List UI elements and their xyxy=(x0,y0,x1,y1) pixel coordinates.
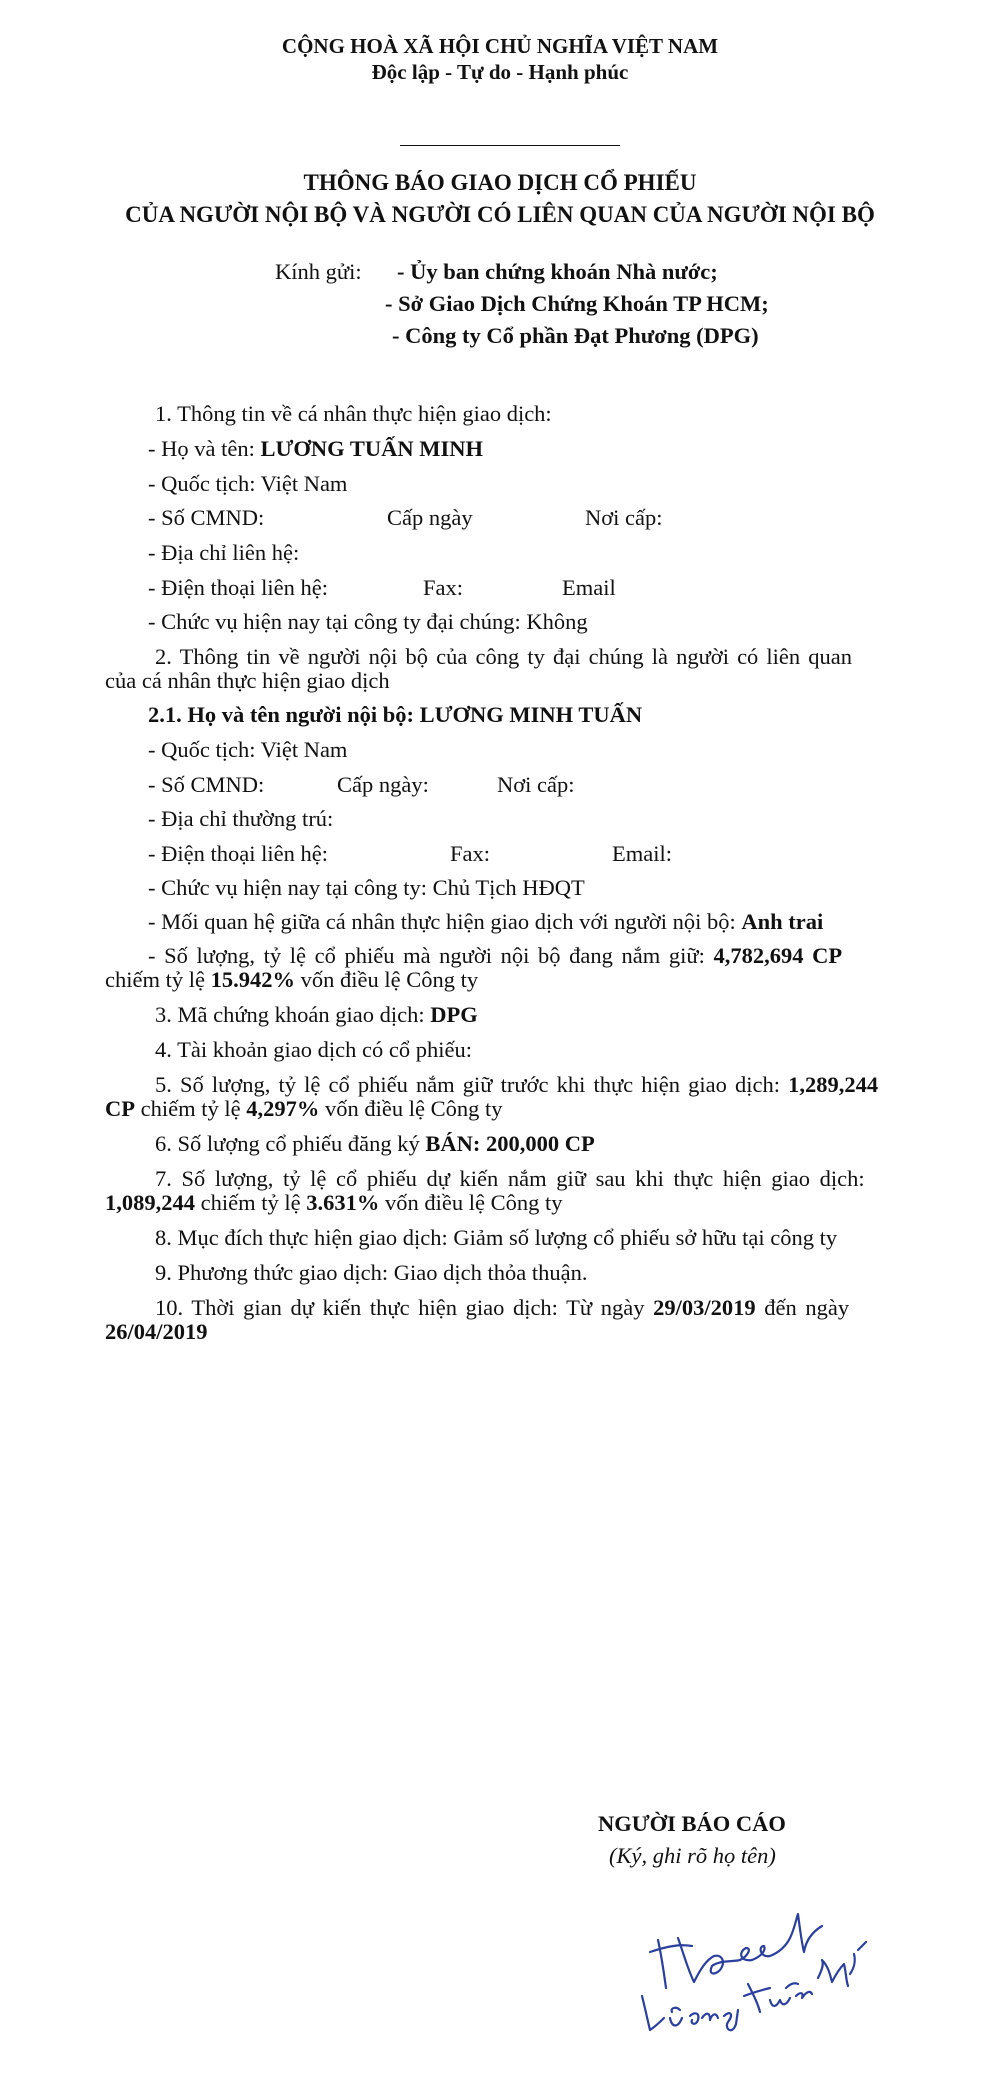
section-2-heading: 2. Thông tin về người nội bộ của công ty đại chúng là người có liên quan xyxy=(155,644,853,669)
recipient-2: - Sở Giao Dịch Chứng Khoán TP HCM; xyxy=(385,291,769,316)
section-2-position: - Chức vụ hiện nay tại công ty: Chủ Tịch HĐQT xyxy=(148,875,585,900)
section-2-fax: Fax: xyxy=(450,841,491,866)
section-2-holding: - Số lượng, tỷ lệ cổ phiếu mà người nội bộ đang nắm giữ: 4,782,694 CP xyxy=(148,943,843,968)
section-2-holding-cont: chiếm tỷ lệ 15.942% vốn điều lệ Công ty xyxy=(105,967,479,992)
section-2-relation: - Mối quan hệ giữa cá nhân thực hiện giao dịch với người nội bộ: Anh trai xyxy=(148,909,824,934)
section-2-id-label: - Số CMND: xyxy=(148,772,265,797)
section-1-position: - Chức vụ hiện nay tại công ty đại chúng: Không xyxy=(148,609,588,634)
section-2-id-date: Cấp ngày: xyxy=(337,772,429,797)
section-10-end-date: 26/04/2019 xyxy=(105,1319,208,1344)
handwritten-signature xyxy=(640,1900,870,2040)
section-1-address: - Địa chỉ liên hệ: xyxy=(148,540,300,565)
section-1-phone: - Điện thoại liên hệ: xyxy=(148,575,328,600)
national-header: CỘNG HOÀ XÃ HỘI CHỦ NGHĨA VIỆT NAM xyxy=(281,34,719,58)
document-subtitle: CỦA NGƯỜI NỘI BỘ VÀ NGƯỜI CÓ LIÊN QUAN CỦA NGƯỜI NỘI BỘ xyxy=(125,202,875,227)
section-1-id-place: Nơi cấp: xyxy=(585,505,663,530)
motto: Độc lập - Tự do - Hạnh phúc xyxy=(371,60,629,84)
section-1-email: Email xyxy=(562,575,616,600)
section-9-method: 9. Phương thức giao dịch: Giao dịch thỏa thuận. xyxy=(155,1260,588,1285)
reporter-title: NGƯỜI BÁO CÁO xyxy=(598,1811,786,1836)
section-10-period: 10. Thời gian dự kiến thực hiện giao dịch: Từ ngày 29/03/2019 đến ngày xyxy=(155,1295,850,1320)
recipient-3: - Công ty Cổ phần Đạt Phương (DPG) xyxy=(392,323,759,348)
section-1-fax: Fax: xyxy=(423,575,464,600)
section-3-ticker: 3. Mã chứng khoán giao dịch: DPG xyxy=(155,1002,478,1027)
reporter-subtitle: (Ký, ghi rõ họ tên) xyxy=(609,1843,776,1868)
section-8-purpose: 8. Mục đích thực hiện giao dịch: Giảm số lượng cổ phiếu sở hữu tại công ty xyxy=(155,1225,838,1250)
section-2-address: - Địa chỉ thường trú: xyxy=(148,806,334,831)
section-4-account: 4. Tài khoản giao dịch có cổ phiếu: xyxy=(155,1037,472,1062)
section-7-after: 7. Số lượng, tỷ lệ cổ phiếu dự kiến nắm giữ sau khi thực hiện giao dịch: xyxy=(155,1166,865,1191)
document-title: THÔNG BÁO GIAO DỊCH CỔ PHIẾU xyxy=(303,170,697,195)
section-2-nationality: - Quốc tịch: Việt Nam xyxy=(148,737,348,762)
section-2-id-place: Nơi cấp: xyxy=(497,772,575,797)
section-1-name: - Họ và tên: LƯƠNG TUẤN MINH xyxy=(148,436,483,461)
section-1-id-label: - Số CMND: xyxy=(148,505,265,530)
header-divider xyxy=(400,145,620,146)
recipients-label: Kính gửi: xyxy=(275,259,362,284)
section-5-before-cont: CP chiếm tỷ lệ 4,297% vốn điều lệ Công ty xyxy=(105,1096,503,1121)
recipient-1: - Ủy ban chứng khoán Nhà nước; xyxy=(397,259,718,284)
section-1-nationality: - Quốc tịch: Việt Nam xyxy=(148,471,348,496)
section-7-after-cont: 1,089,244 chiếm tỷ lệ 3.631% vốn điều lệ Công ty xyxy=(105,1190,563,1215)
insider-name: 2.1. Họ và tên người nội bộ: LƯƠNG MINH TUẤN xyxy=(148,702,643,727)
section-5-before: 5. Số lượng, tỷ lệ cổ phiếu nắm giữ trước khi thực hiện giao dịch: 1,289,244 xyxy=(155,1072,879,1097)
section-6-registered: 6. Số lượng cổ phiếu đăng ký BÁN: 200,000 CP xyxy=(155,1131,595,1156)
section-2-email: Email: xyxy=(612,841,672,866)
section-1-heading: 1. Thông tin về cá nhân thực hiện giao dịch: xyxy=(155,401,552,426)
section-1-id-date: Cấp ngày xyxy=(387,505,473,530)
section-2-phone: - Điện thoại liên hệ: xyxy=(148,841,328,866)
section-2-heading-cont: của cá nhân thực hiện giao dịch xyxy=(105,668,390,693)
